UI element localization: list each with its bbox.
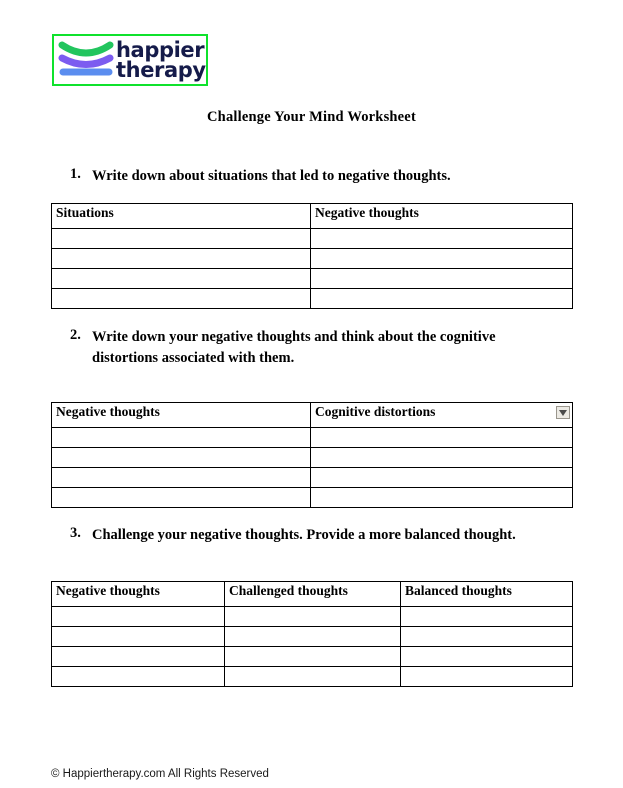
cell-negative-thoughts[interactable] [311,269,573,289]
table-row [52,269,573,289]
question-number-3: 3. [70,525,81,541]
cell-negative-thoughts[interactable] [311,289,573,309]
table-header-row [52,582,573,607]
table-row [52,428,573,448]
table-header-row [52,403,573,428]
balanced-thoughts-table [51,581,573,687]
cell-negative-thoughts[interactable] [311,249,573,269]
cell-situations[interactable] [52,249,311,269]
table-row [52,468,573,488]
column-header-negative-thoughts: Negative thoughts [311,204,573,229]
cell-cognitive-distortions[interactable] [311,448,573,468]
chevron-down-icon[interactable] [556,406,570,419]
cell-situations[interactable] [52,229,311,249]
table-row [52,607,573,627]
logo-wordmark [116,40,206,80]
cell-challenged-thoughts[interactable] [225,607,401,627]
brand-logo [52,34,208,86]
cell-challenged-thoughts[interactable] [225,647,401,667]
column-header-cognitive-distortions-label: Cognitive distortions [315,404,436,419]
cell-challenged-thoughts[interactable] [225,627,401,647]
cognitive-distortions-table [51,402,573,508]
table-row [52,229,573,249]
question-number-1: 1. [70,166,81,182]
cell-negative-thoughts[interactable] [52,448,311,468]
cell-balanced-thoughts[interactable] [401,667,573,687]
question-text-3: Challenge your negative thoughts. Provide a more balanced thought. [92,527,516,543]
cell-negative-thoughts[interactable] [52,627,225,647]
table-row [52,448,573,468]
cell-negative-thoughts[interactable] [52,667,225,687]
column-header-negative-thoughts: Negative thoughts [52,403,311,428]
cell-balanced-thoughts[interactable] [401,647,573,667]
column-header-negative-thoughts: Negative thoughts [52,582,225,607]
cell-balanced-thoughts[interactable] [401,627,573,647]
logo-wordmark-line-1: happier [116,38,205,62]
cell-negative-thoughts[interactable] [52,428,311,448]
question-text-1: Write down about situations that led to negative thoughts. [92,168,451,184]
column-header-challenged-thoughts: Challenged thoughts [225,582,401,607]
cell-situations[interactable] [52,289,311,309]
table-header-row [52,204,573,229]
table-row [52,249,573,269]
cell-negative-thoughts[interactable] [52,468,311,488]
column-header-situations: Situations [52,204,311,229]
cell-negative-thoughts[interactable] [52,647,225,667]
question-text-2: Write down your negative thoughts and think about the cognitive distortions associated with them. [92,329,496,366]
cell-challenged-thoughts[interactable] [225,667,401,687]
table-row [52,488,573,508]
footer-copyright: © Happiertherapy.com All Rights Reserved [51,768,269,780]
situations-table [51,203,573,309]
question-item-2 [70,327,540,368]
logo-swoosh-graphic [58,39,114,81]
cell-negative-thoughts[interactable] [311,229,573,249]
cell-cognitive-distortions[interactable] [311,488,573,508]
cell-balanced-thoughts[interactable] [401,607,573,627]
question-number-2: 2. [70,327,81,343]
question-item-1 [70,166,540,187]
column-header-balanced-thoughts: Balanced thoughts [401,582,573,607]
table-row [52,627,573,647]
table-row [52,647,573,667]
cell-cognitive-distortions[interactable] [311,468,573,488]
question-item-3 [70,525,560,546]
table-row [52,289,573,309]
cell-cognitive-distortions[interactable] [311,428,573,448]
page-title: Challenge Your Mind Worksheet [207,109,416,125]
cell-negative-thoughts[interactable] [52,488,311,508]
table-row [52,667,573,687]
cell-situations[interactable] [52,269,311,289]
column-header-cognitive-distortions [311,403,573,428]
cell-negative-thoughts[interactable] [52,607,225,627]
logo-wordmark-line-2: therapy [116,58,206,82]
